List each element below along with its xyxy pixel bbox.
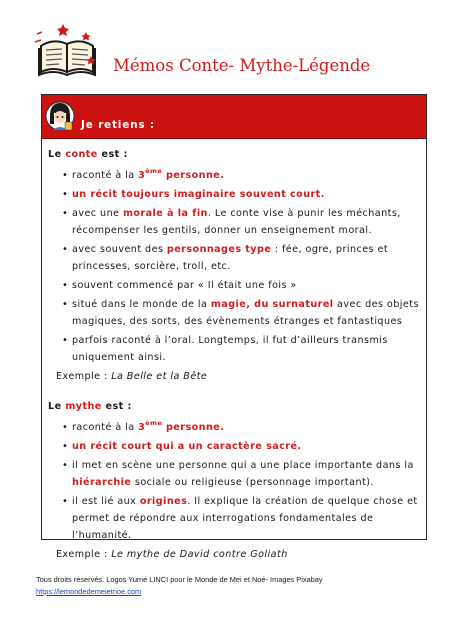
list-item: • raconté à la 3ème personne. [62, 419, 422, 436]
page-title: Mémos Conte- Mythe-Légende [113, 56, 371, 75]
example-title: La Belle et la Bête [111, 371, 208, 382]
list-item: • souvent commencé par « Il était une fois » [62, 277, 422, 294]
memo-content [48, 146, 422, 563]
card-header [42, 95, 426, 139]
list-item: • situé dans le monde de la magie, du surnaturel avec des objets magiques, des sorts, des évènements étranges et fantastiques [62, 296, 422, 330]
example-line: Exemple : Le mythe de David contre Goliath [56, 549, 288, 560]
section-title: Le mythe est : [48, 401, 132, 412]
list-item: • avec une morale à la fin. Le conte vise à punir les méchants, récompenser les gentils, donner un enseignement moral. [62, 205, 422, 239]
keyword-conte: conte [65, 149, 98, 160]
list-item: • un récit court qui a un caractère sacré. [62, 438, 422, 455]
memo-card [41, 94, 427, 560]
section-mythe [48, 398, 422, 563]
footer [36, 574, 323, 598]
example-title: Le mythe de David contre Goliath [111, 549, 288, 560]
bullet-list [48, 167, 422, 366]
footer-credits: Tous droits réservés. Logos Yumé LINCI pour le Monde de Mei et Noé- Images Pixabay [36, 575, 323, 584]
example-line: Exemple : La Belle et la Bête [56, 371, 208, 382]
list-item: • avec souvent des personnages type : fée, ogre, princes et princesses, sorcière, troll, etc. [62, 241, 422, 275]
section-conte [48, 146, 422, 385]
bullet-list [48, 419, 422, 544]
avatar-icon [45, 98, 75, 134]
section-title: Le conte est : [48, 149, 128, 160]
open-book-icon [33, 22, 103, 78]
list-item: • raconté à la 3ème personne. [62, 167, 422, 184]
keyword-mythe: mythe [65, 401, 102, 412]
list-item: • parfois raconté à l’oral. Longtemps, il fut d’ailleurs transmis uniquement ainsi. [62, 332, 422, 366]
footer-link[interactable]: https://lemondedemeietnoe.com [36, 587, 142, 596]
list-item: • il est lié aux origines. Il explique la création de quelque chose et permet de répondre aux interrogations fondamentales de l’humanité. [62, 493, 422, 544]
list-item: • il met en scène une personne qui a une place importante dans la hiérarchie sociale ou religieuse (personnage important). [62, 457, 422, 491]
je-retiens-label: Je retiens : [81, 119, 155, 131]
list-item: • un récit toujours imaginaire souvent court. [62, 186, 422, 203]
